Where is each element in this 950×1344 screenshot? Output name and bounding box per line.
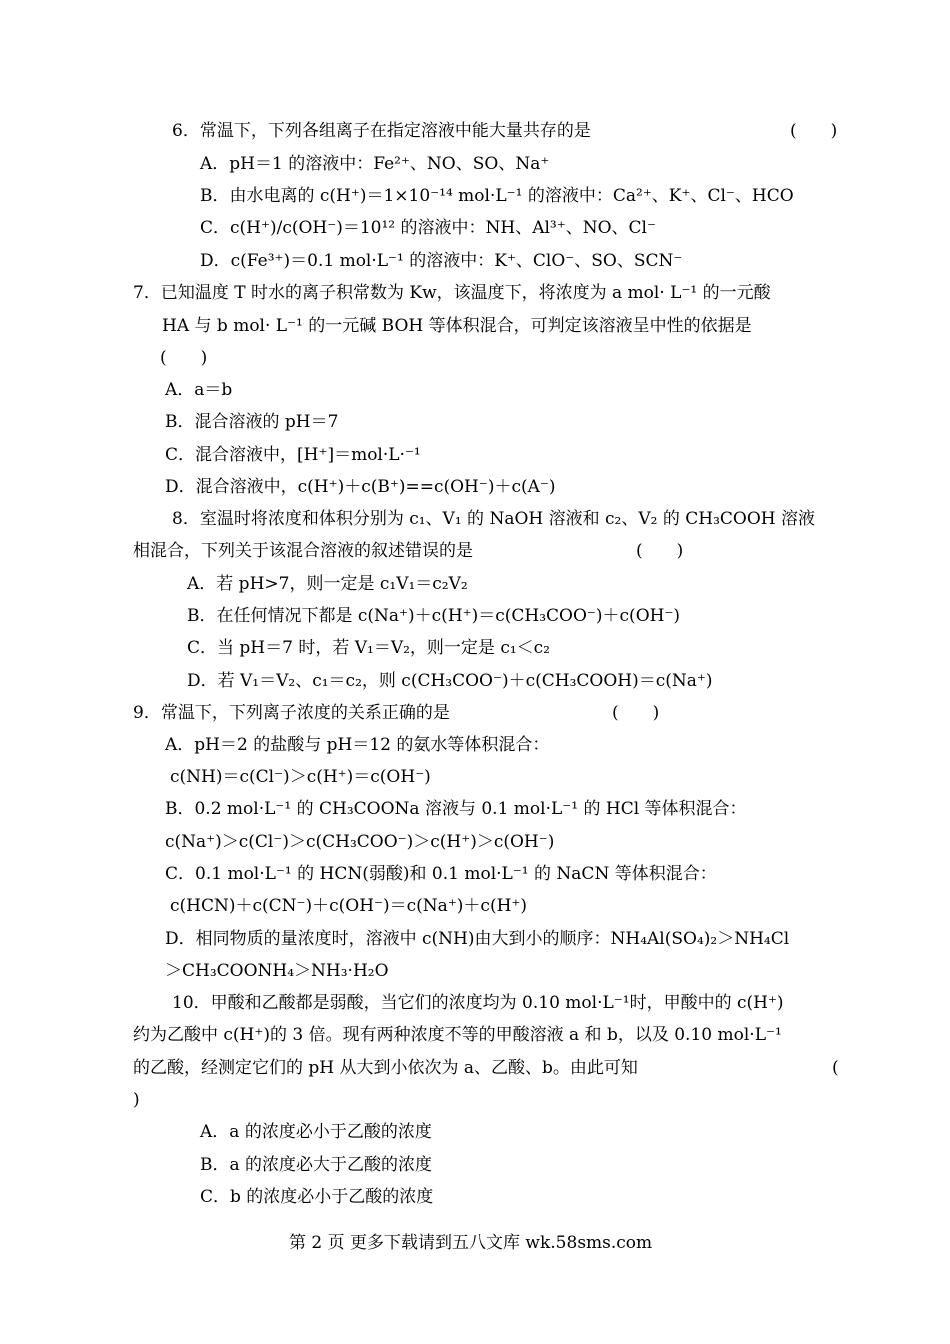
q10-stem-line3: 的乙酸，经测定它们的 pH 从大到小依次为 a、乙酸、b。由此可知 (133, 1058, 638, 1078)
q9-option-c-line2: c(HCN)＋c(CN⁻)＋c(OH⁻)＝c(Na⁺)＋c(H⁺) (170, 896, 528, 916)
q9-option-d-line1: D．相同物质的量浓度时，溶液中 c(NH)由大到小的顺序：NH₄Al(SO₄)₂＞NH₄Cl (165, 929, 790, 949)
q8-option-a: A．若 pH>7，则一定是 c₁V₁＝c₂V₂ (187, 574, 468, 594)
q7-stem-line2: HA 与 b mol· L⁻¹ 的一元碱 BOH 等体积混合，可判定该溶液呈中性的依据是 (162, 316, 752, 336)
q6-stem: 6．常温下，下列各组离子在指定溶液中能大量共存的是 (172, 121, 591, 141)
q9-option-b-line2: c(Na⁺)＞c(Cl⁻)＞c(CH₃COO⁻)＞c(H⁺)＞c(OH⁻) (165, 832, 555, 852)
q6-option-a: A．pH＝1 的溶液中：Fe²⁺、NO、SO、Na⁺ (200, 154, 550, 174)
q8-option-d: D．若 V₁＝V₂、c₁＝c₂，则 c(CH₃COO⁻)＋c(CH₃COOH)＝c(Na⁺) (187, 671, 713, 691)
q10-stem-line2: 约为乙酸中 c(H⁺)的 3 倍。现有两种浓度不等的甲酸溶液 a 和 b，以及 0.10 mol·L⁻¹ (133, 1025, 782, 1045)
q7-option-b: B．混合溶液的 pH＝7 (165, 412, 339, 432)
q8-stem-line1: 8．室温时将浓度和体积分别为 c₁、V₁ 的 NaOH 溶液和 c₂、V₂ 的 CH₃COOH 溶液 (172, 509, 816, 529)
q9-stem: 9．常温下，下列离子浓度的关系正确的是 (133, 703, 450, 723)
q8-option-c: C．当 pH＝7 时，若 V₁＝V₂，则一定是 c₁＜c₂ (187, 638, 551, 658)
q6-answer-bracket: ( ) (790, 121, 838, 141)
q7-option-a: A．a＝b (165, 380, 233, 400)
q6-option-b: B．由水电离的 c(H⁺)＝1×10⁻¹⁴ mol·L⁻¹ 的溶液中：Ca²⁺、K⁺、Cl⁻、HCO (200, 186, 794, 206)
q8-stem-line2: 相混合，下列关于该混合溶液的叙述错误的是 (133, 541, 473, 561)
q10-option-c: C．b 的浓度必小于乙酸的浓度 (200, 1187, 434, 1207)
q9-option-b-line1: B．0.2 mol·L⁻¹ 的 CH₃COONa 溶液与 0.1 mol·L⁻¹ 的 HCl 等体积混合： (165, 799, 747, 819)
q6-option-c: C．c(H⁺)/c(OH⁻)＝10¹² 的溶液中：NH、Al³⁺、NO、Cl⁻ (200, 218, 656, 238)
q8-option-b: B．在任何情况下都是 c(Na⁺)＋c(H⁺)＝c(CH₃COO⁻)＋c(OH⁻) (187, 606, 681, 626)
q9-option-d-line2: ＞CH₃COONH₄＞NH₃·H₂O (165, 961, 389, 981)
q10-option-b: B．a 的浓度必大于乙酸的浓度 (200, 1155, 433, 1175)
q10-option-a: A．a 的浓度必小于乙酸的浓度 (200, 1122, 432, 1142)
q8-answer-bracket: ( ) (636, 541, 684, 561)
q7-stem-line1: 7．已知温度 T 时水的离子积常数为 Kᴡ，该温度下，将浓度为 a mol· L⁻¹ 的一元酸 (133, 283, 771, 303)
page-footer: 第 2 页 更多下载请到五八文库 wk.58sms.com (289, 1233, 653, 1253)
q10-bracket-open: ( (832, 1058, 839, 1078)
q10-bracket-close: ) (133, 1090, 140, 1110)
q7-option-c: C．混合溶液中，[H⁺]＝mol·L·⁻¹ (165, 445, 421, 465)
q10-stem-line1: 10．甲酸和乙酸都是弱酸，当它们的浓度均为 0.10 mol·L⁻¹时，甲酸中的 c(H⁺) (172, 993, 784, 1013)
q7-answer-bracket: ( ) (160, 348, 208, 368)
q7-option-d: D．混合溶液中，c(H⁺)＋c(B⁺)==c(OH⁻)＋c(A⁻) (165, 477, 556, 497)
q9-option-a-line1: A．pH＝2 的盐酸与 pH＝12 的氨水等体积混合： (165, 735, 550, 755)
q9-option-c-line1: C．0.1 mol·L⁻¹ 的 HCN(弱酸)和 0.1 mol·L⁻¹ 的 NaCN 等体积混合： (165, 864, 717, 884)
q6-option-d: D．c(Fe³⁺)＝0.1 mol·L⁻¹ 的溶液中：K⁺、ClO⁻、SO、SCN⁻ (200, 251, 683, 271)
q9-answer-bracket: ( ) (612, 703, 660, 723)
q9-option-a-line2: c(NH)＝c(Cl⁻)＞c(H⁺)＝c(OH⁻) (170, 767, 431, 787)
